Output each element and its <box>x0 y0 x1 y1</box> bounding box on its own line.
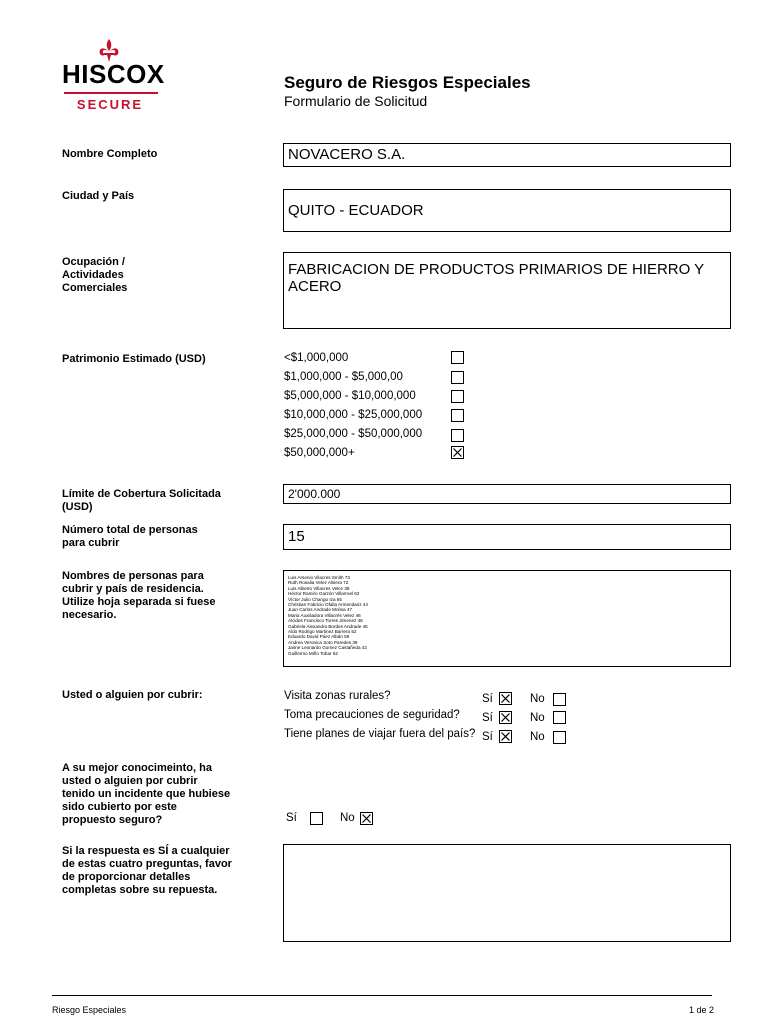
incidente-no-checkbox[interactable] <box>360 812 373 825</box>
patrimonio-checkbox[interactable] <box>451 409 464 422</box>
no-label: No <box>530 712 545 724</box>
question-text: Tiene planes de viajar fuera del país? <box>284 728 476 740</box>
patrimonio-checkbox[interactable] <box>451 429 464 442</box>
person-entry: Luis Arsenio Vilacres Smith 73 <box>288 575 350 580</box>
si-label: Sí <box>482 712 493 724</box>
patrimonio-option-label: $5,000,000 - $10,000,000 <box>284 390 416 402</box>
ciudad-value: QUITO - ECUADOR <box>288 202 424 219</box>
nombres-field[interactable] <box>283 570 731 667</box>
logo-brand: HISCOX <box>62 59 165 89</box>
page-title: Seguro de Riesgos Especiales <box>284 73 531 92</box>
question-text: Toma precauciones de seguridad? <box>284 709 460 721</box>
patrimonio-option-label: $1,000,000 - $5,000,00 <box>284 371 403 383</box>
footer-divider <box>52 995 712 996</box>
ocupacion-value-line: ACERO <box>288 278 342 295</box>
si-label: Sí <box>482 731 493 743</box>
person-entry: Aldo Rodrigo Martinez Barrera 52 <box>288 629 357 635</box>
numero-value: 15 <box>288 528 305 545</box>
numero-label: Número total de personas para cubrir <box>62 524 198 549</box>
logo-sub: SECURE <box>76 97 144 112</box>
person-entry: Juan Carlos Andrade Molina 47 <box>288 607 353 613</box>
no-label: No <box>530 693 545 705</box>
incidente-si-label: Sí <box>286 812 297 824</box>
person-entry: Andrea Veronica Soto Paredes 39 <box>288 639 358 645</box>
ciudad-label: Ciudad y País <box>62 190 135 202</box>
person-entry: Maria Auxiliadora Villacrés Velez 46 <box>288 612 361 618</box>
patrimonio-checkbox[interactable] <box>451 371 464 384</box>
limite-value: 2'000.000 <box>288 487 341 501</box>
person-entry: Ruth Rosalia Velez Alsiera 72 <box>288 580 349 586</box>
usted-label: Usted o alguien por cubrir: <box>62 689 203 701</box>
incidente-label: A su mejor conocimeinto, ha usted o alguien por cubrir tenido un incidente que hubiese sido cubierto por este propuesto seguro? <box>62 762 231 826</box>
patrimonio-option-label: $50,000,000+ <box>284 447 355 459</box>
page-subtitle: Formulario de Solicitud <box>284 93 428 109</box>
person-entry: Alcides Francisco Torres Jimenez 48 <box>288 618 363 624</box>
nombre-field[interactable] <box>283 143 731 167</box>
patrimonio-checkbox[interactable] <box>451 351 464 364</box>
person-entry: Guillermo Miño Tobar 62 <box>288 650 338 656</box>
nombre-label: Nombre Completo <box>62 148 158 160</box>
detalles-label: Si la respuesta es SÍ a cualquier de estas cuatro preguntas, favor de proporcionar detalles completas sobre su repuesta. <box>62 845 232 896</box>
nombres-label: Nombres de personas para cubrir y país de residencia. Utilize hoja separada si fuese necesario. <box>62 570 216 621</box>
logo-divider <box>64 92 158 94</box>
limite-label: Límite de Cobertura Solicitada (USD) <box>62 488 221 513</box>
patrimonio-checkbox[interactable] <box>451 446 464 459</box>
person-entry: Gabriela Alexandra Bordes Andrade 45 <box>288 623 368 629</box>
numero-field[interactable] <box>283 524 731 550</box>
nombre-value: NOVACERO S.A. <box>288 146 406 163</box>
ocupacion-value-line: FABRICACION DE PRODUCTOS PRIMARIOS DE HIERRO Y <box>288 261 705 278</box>
person-entry: Víctor Julio Chango Iza 55 <box>288 596 342 602</box>
page-number: 1 de 2 <box>689 1005 715 1015</box>
person-entry: Eduardo David Páez Albán 58 <box>288 634 350 640</box>
question-si-checkbox[interactable] <box>499 692 512 705</box>
no-label: No <box>530 731 545 743</box>
ocupacion-label: Ocupación / Actividades Comerciales <box>62 256 128 294</box>
person-entry: Jaime Leonardo Gomez Castañeda 42 <box>288 645 367 651</box>
si-label: Sí <box>482 693 493 705</box>
question-si-checkbox[interactable] <box>499 711 512 724</box>
patrimonio-label: Patrimonio Estimado (USD) <box>62 353 206 365</box>
incidente-no-label: No <box>340 812 355 824</box>
person-entry: Luis Alberto Villacres Velez 38 <box>288 585 350 591</box>
question-si-checkbox[interactable] <box>499 730 512 743</box>
question-no-checkbox[interactable] <box>553 711 566 724</box>
patrimonio-option-label: $25,000,000 - $50,000,000 <box>284 428 423 440</box>
question-text: Visita zonas rurales? <box>284 690 391 702</box>
incidente-si-checkbox[interactable] <box>310 812 323 825</box>
detalles-field[interactable] <box>283 844 731 942</box>
question-no-checkbox[interactable] <box>553 693 566 706</box>
ciudad-field[interactable] <box>283 189 731 232</box>
ocupacion-field[interactable] <box>283 252 731 329</box>
person-entry: Héctor Ramiro Garzón Villarroel 62 <box>288 591 360 597</box>
person-entry: Christian Fabricio Ofalla Armendariz 44 <box>288 602 368 608</box>
patrimonio-option-label: $10,000,000 - $25,000,000 <box>284 409 423 421</box>
patrimonio-option-label: <$1,000,000 <box>284 352 349 364</box>
footer-title: Riesgo Especiales <box>52 1005 127 1015</box>
question-no-checkbox[interactable] <box>553 731 566 744</box>
limite-field[interactable] <box>283 484 731 504</box>
patrimonio-checkbox[interactable] <box>451 390 464 403</box>
